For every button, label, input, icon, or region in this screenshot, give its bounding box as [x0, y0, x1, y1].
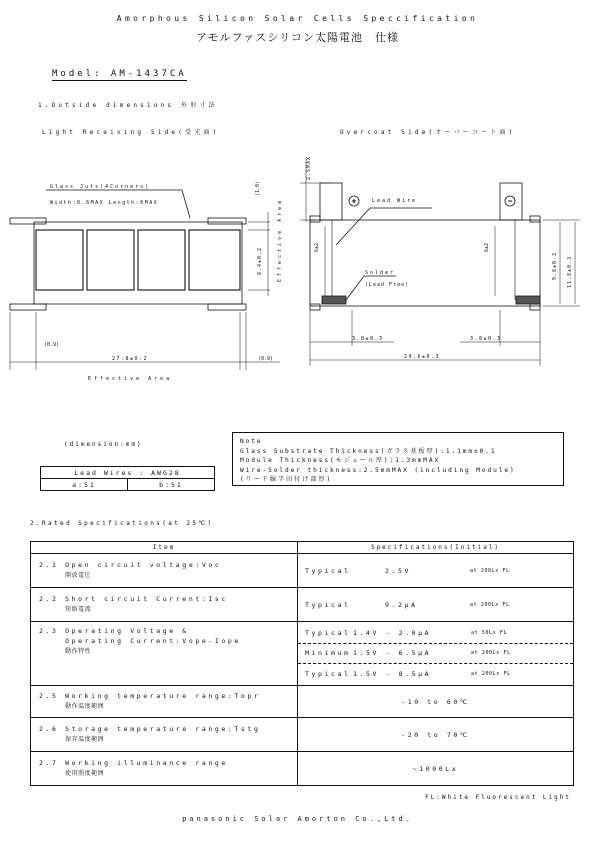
lead-wire-leader	[336, 208, 432, 245]
cell-segment-4	[189, 230, 240, 290]
table-row	[31, 686, 574, 718]
spec-subrow: Minimum 1.5V - 6.5μA at 200Lx FL	[298, 644, 573, 664]
model-number: Model: AM-1437CA	[52, 69, 187, 79]
dim-0-9-left: (0.9)	[44, 342, 60, 348]
spec-cell	[298, 622, 574, 686]
col-header-item: Item	[31, 542, 298, 554]
spec-cell: -20 to 70℃	[298, 718, 574, 752]
light-receiving-side-label: Light Receiving Side(受光面)	[42, 129, 220, 136]
solder-leader	[346, 276, 396, 300]
lead-free-label: (Lead Free)	[365, 282, 410, 288]
right-glass-jut-tr	[530, 216, 540, 222]
cell-segment-1	[36, 230, 83, 290]
table-row	[31, 752, 574, 786]
solder-pad-right	[516, 296, 540, 304]
spec-subrow: Typical 1.5V - 8.5μA at 200Lx FL	[305, 669, 511, 678]
dim-6-pm-2-left: 6±2	[314, 242, 320, 252]
right-glass-jut-bl	[310, 304, 320, 310]
item-cell: 2.3 Operating Voltage & Operating Current:Vope-Iope 動作特性	[31, 622, 298, 686]
item-cell: 2.6 Storage temperature range:Tstg 保存温度範囲	[31, 718, 298, 752]
lead-wire-label: Lead Wire	[372, 198, 418, 204]
right-glass-jut-tl	[310, 216, 320, 222]
left-glass-jut-tr	[208, 218, 246, 224]
table-row	[31, 554, 574, 588]
document-title: Amorphous Silicon Solar Cells Speccification	[116, 14, 479, 23]
dim-3-8-right: 3.8±0.3	[470, 336, 502, 342]
dim-2-5-max: 2.5MAX	[306, 155, 312, 180]
note-line: Module Thickness(モジュール厚):1.3mmMAX	[240, 457, 441, 464]
item-cell: 2.2 Short circuit Current:Isc 短絡電流	[31, 588, 298, 622]
dim-3-8-left: 3.8±0.3	[352, 336, 384, 342]
section2-heading: 2.Rated Specifications(at 25℃)	[30, 520, 214, 527]
dimension-unit: (dimension:mm)	[64, 441, 143, 448]
section1-heading: 1.Outside dimensions 外形寸法	[38, 102, 218, 109]
right-module-outline	[310, 220, 540, 306]
dim-9-8: 9.8±0.3	[552, 251, 558, 280]
lead-wires-table	[40, 466, 215, 491]
effective-area-horizontal-label: Effective Area	[88, 376, 173, 382]
dim-0-9-right: (0.9)	[258, 356, 274, 362]
note-title: Note	[240, 438, 263, 445]
spec-cell: ~1000Lx	[298, 752, 574, 786]
dim-1-0: (1.0)	[255, 180, 261, 196]
solder-label: Solder	[365, 270, 396, 276]
overcoat-side-label: Overcoat Side(オーバーコート面)	[340, 129, 516, 136]
item-cell: 2.5 Working temperature range:Topr 動作温度範囲	[31, 686, 298, 718]
dim-27-8: 27.8±0.2	[112, 356, 149, 362]
left-glass-jut-br	[208, 304, 246, 310]
document-title-japanese: アモルファスシリコン太陽電池 仕様	[195, 31, 400, 44]
left-glass-jut-bl	[10, 304, 46, 310]
table-row	[31, 718, 574, 752]
cell-segment-2	[87, 230, 134, 290]
fl-footnote: FL:White Fluorescent Light	[425, 794, 571, 801]
dim-29-6: 29.6±0.3	[404, 354, 441, 360]
item-cell: 2.1 Open circuit voltage:Voc 開放電圧	[31, 554, 298, 588]
left-terminal-tab	[320, 183, 342, 220]
table-row	[31, 622, 574, 686]
effective-area-vertical-label: Effective Area	[277, 197, 283, 282]
spec-cell: -10 to 60℃	[298, 686, 574, 718]
solder-pad-left	[322, 296, 346, 304]
dim-6-pm-2-right: 6±2	[484, 242, 490, 252]
left-glass-jut-tl	[10, 218, 46, 224]
item-cell: 2.7 Working illuminance range 使用照度範囲	[31, 752, 298, 786]
note-line: Wire-Solder thickness:2.5mmMAX (including Module)	[240, 466, 516, 474]
glass-juts-dimensions: Width:0.6MAX Length:6MAX	[50, 200, 159, 206]
spec-cell: Typical 2.5V at 200Lx FL	[298, 554, 574, 588]
lead-wires-title: Lead Wires : AWG28	[41, 467, 215, 479]
col-header-spec: Specifications(Initial)	[298, 542, 574, 554]
spec-cell: Typical 9.2μA at 200Lx FL	[298, 588, 574, 622]
table-row	[31, 588, 574, 622]
right-glass-jut-br	[530, 304, 540, 310]
note-box	[232, 432, 564, 486]
note-line: (リード線半田付け部厚)	[240, 476, 333, 483]
lead-wire-b: b:51	[127, 479, 214, 491]
rated-specifications-table	[30, 541, 574, 786]
note-line: Glass Substrate Thickness(ガラス基板厚):1.1mm±0.1	[240, 447, 497, 455]
lead-wire-a: a:51	[41, 479, 128, 491]
company-footer: panasonic Solar Amorton Co.,Ltd.	[182, 815, 413, 823]
glass-juts-label: Glass Juts(4Corners)	[50, 184, 151, 190]
dim-11-8: 11.8±0.3	[567, 255, 573, 288]
cell-segment-3	[138, 230, 185, 290]
dim-8-4: 8.4±0.2	[257, 246, 263, 275]
spec-subrow: Typical 1.4V - 2.0μA at 50Lx FL	[298, 624, 573, 644]
